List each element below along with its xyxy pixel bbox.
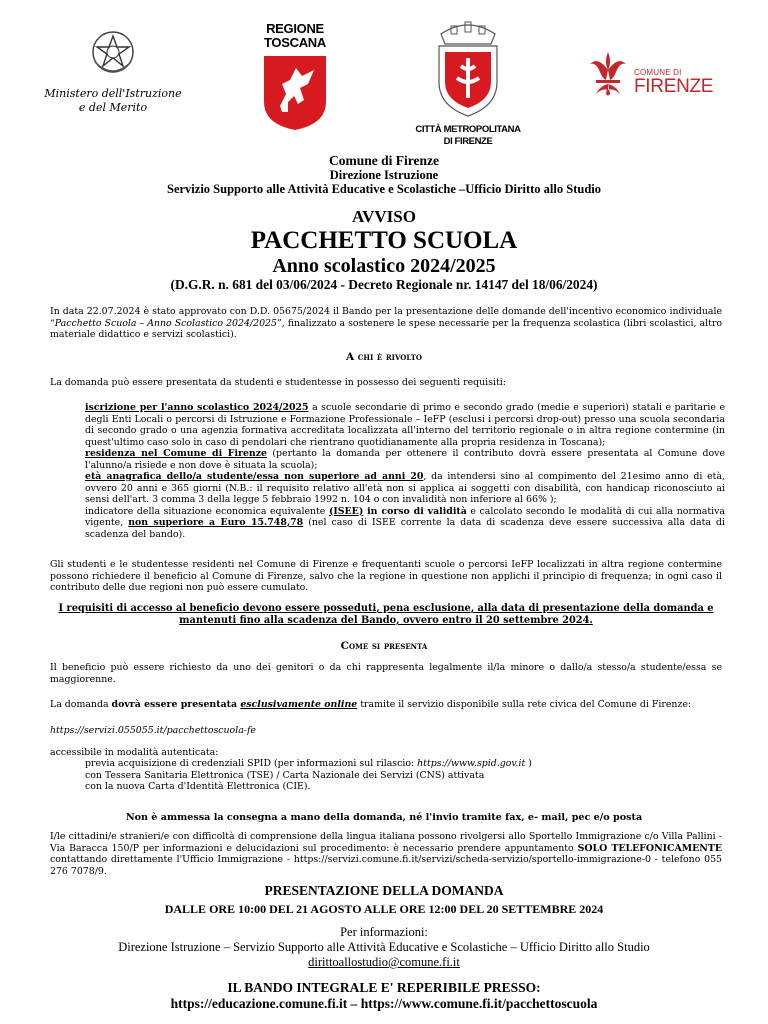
requisito-isee: [85, 506, 725, 541]
page-title: PACCHETTO SCUOLA: [250, 227, 518, 254]
pegasus-shield-icon: [262, 54, 328, 132]
requisiti-deadline-note: I requisiti di accesso al beneficio devono essere posseduti, pena esclusione, alla data di presentazione della domanda e mantenuti fino alla scadenza del Bando, ovvero entro il 20 settembre 2024.: [58, 603, 714, 626]
chi-puo-richiedere: Il beneficio può essere richiesto da uno dei genitori o da chi rappresenta legalmente il/la minore o dallo/a stesso/a studente/essa se maggiorenne.: [50, 662, 722, 685]
header-line1: Comune di Firenze: [329, 153, 439, 168]
auth-spid-end: ): [525, 758, 532, 769]
intro-paragraph: [50, 306, 722, 341]
issuer-header: [0, 153, 768, 196]
online-b: dovrà essere presentata: [111, 699, 241, 710]
online-paragraph: [50, 699, 722, 711]
section-come-si-presenta: Come si presenta: [340, 640, 428, 652]
req-isee-c: e calcolato secondo le modalità di cui alla normativa vigente,: [85, 505, 725, 528]
intro-text-a: In data 22.07.2024 è stato approvato con D.D. 05675/2024 il Bando per la presentazione delle domande dell'incentivo economico individuale “: [50, 306, 722, 329]
header-line3: Servizio Supporto alle Attività Educative e Scolastiche –Ufficio Diritto allo Studio: [167, 182, 601, 196]
ministero-text: [38, 87, 188, 115]
requisiti-intro: La domanda può essere presentata da studenti e studentesse in possesso dei seguenti requisiti:: [50, 377, 506, 388]
info-email-link[interactable]: dirittoallostudio@comune.fi.it: [308, 955, 460, 969]
presentazione-title: PRESENTAZIONE DELLA DOMANDA: [264, 883, 504, 898]
giglio-icon: [586, 50, 630, 98]
regione-toscana-logo: [254, 22, 336, 137]
auth-intro: accessibile in modalità autenticata:: [50, 747, 219, 758]
info-office: Direzione Istruzione – Servizio Supporto alle Attività Educative e Scolastiche – Ufficio Diritto allo Studio: [118, 940, 650, 954]
firenze-text: FIRENZE: [634, 76, 714, 97]
auth-spid-text: previa acquisizione di credenziali SPID (per informazioni sul rilascio:: [85, 758, 418, 769]
italian-emblem-icon: [89, 28, 137, 78]
requisito-eta: [85, 471, 725, 506]
logo-bar: [0, 0, 768, 150]
req-eta-text: , da intendersi sino al compimento del 21esimo anno di età, ovvero 20 anni e 365 giorni (N.B.: il requisito relativo all'età non si applica ai soggetti con disabilità, con handicap riconosciuto ai sensi dell'art. 3 comma 3 della legge 5 febbraio 1992 n. 104 o con invalidità non inferiore al 66% );: [85, 471, 725, 505]
online-d: tramite il servizio disponibile sulla rete civica del Comune di Firenze:: [357, 699, 692, 710]
stranieri-c: contattando direttamente l'Ufficio Immigrazione - https://servizi.comune.fi.it/servizi/scheda-servizio/sportello-immigrazione-0 - telefono 055 276 7078/9.: [50, 854, 722, 877]
no-hand-delivery-note: Non è ammessa la consegna a mano della domanda, né l'invio tramite fax, e- mail, pec e/o posta: [125, 812, 643, 823]
section-a-chi-e-rivolto: A chi è rivolto: [345, 351, 423, 363]
intro-italic: Pacchetto Scuola – Anno Scolastico 2024/2025: [54, 317, 277, 329]
ministero-line1: Ministero dell'Istruzione: [44, 87, 182, 100]
bando-links[interactable]: https://educazione.comune.fi.it – https://www.comune.fi.it/pacchettoscuola: [170, 996, 598, 1011]
intro-text-b: ”, finalizzato a sostenere le spese necessarie per la frequenza scolastica (libri scolastici, altro materiale didattico e servizi scolastici).: [50, 317, 722, 340]
req-iscrizione-text: a scuole secondarie di primo e secondo grado (medie e superiori) statali e paritarie e degli Enti Locali o percorsi di Istruzione e Formazione Professionale – IeFP (esclusi i percorsi drop-out) presso una scuola secondaria di secondo grado o una agenzia formativa accreditata localizzata all'interno del territorio regionale o in altra regione contermine (in quest'ultimo caso solo in caso di pendolari che rientrano quotidianamente alla propria residenza in Toscana);: [85, 402, 725, 448]
toscana-line1: REGIONE: [266, 21, 324, 36]
requisiti-list: [85, 402, 725, 540]
bando-title: IL BANDO INTEGRALE E' REPERIBILE PRESSO:: [227, 980, 541, 995]
metro-line2: DI FIRENZE: [443, 136, 493, 147]
auth-tse-cns: con Tessera Sanitaria Elettronica (TSE) / Carta Nazionale dei Servizi (CNS) attivata: [85, 769, 485, 781]
auth-methods-list: [85, 758, 725, 793]
requisito-residenza: [85, 448, 725, 471]
spid-url-link[interactable]: https://www.spid.gov.it: [417, 758, 526, 769]
auth-spid: [85, 758, 725, 770]
req-isee-a: indicatore della situazione economica equivalente: [85, 505, 329, 517]
header-line2: Direzione Istruzione: [329, 168, 439, 182]
stranieri-solo-telefono: SOLO TELEFONICAMENTE: [577, 842, 723, 854]
toscana-line2: TOSCANA: [264, 35, 326, 50]
metro-line1: CITTÀ METROPOLITANA: [415, 124, 521, 135]
info-block: [0, 925, 768, 970]
req-isee-validita: in corso di validità: [363, 505, 467, 517]
citta-metropolitana-logo: [408, 20, 528, 147]
requisito-iscrizione: [85, 402, 725, 448]
req-eta-bold: età anagrafica dello/a studente/essa non superiore ad anni 20: [85, 471, 424, 482]
avviso-title: AVVISO: [352, 207, 416, 226]
req-isee-d: (nel caso di ISEE corrente la data di scadenza deve essere successiva alla data di scadenza del bando).: [85, 517, 725, 540]
req-isee-soglia: non superiore a Euro 15.748,78: [128, 517, 304, 528]
ministero-logo: [38, 28, 188, 115]
auth-cie: con la nuova Carta d'Identità Elettronica (CIE).: [85, 781, 311, 792]
online-a: La domanda: [50, 699, 112, 710]
comune-firenze-logo: [586, 50, 726, 103]
servizio-url-link[interactable]: https://servizi.055055.it/pacchettoscuola-fe: [50, 725, 256, 736]
ministero-line2: e del Merito: [78, 101, 148, 114]
stranieri-a: I/le cittadini/e stranieri/e con difficoltà di comprensione della lingua italiana possono rivolgersi allo Sportello Immigrazione c/o Villa Pallini - Via Baracca 150/P per informazioni e delucidazioni sul procedimento: è necessario prendere appuntamento: [50, 831, 722, 854]
req-isee-label: (ISEE): [328, 505, 364, 517]
metro-crest-icon: [431, 20, 505, 118]
contermine-paragraph: Gli studenti e le studentesse residenti nel Comune di Firenze e frequentanti scuole o percorsi IeFP localizzati in altra regione contermine possono richiedere il beneficio al Comune di Firenze, salvo che la regione in questione non applichi il principio di frequenza; in ogni caso il contributo delle due regioni non può essere cumulato.: [50, 559, 722, 593]
online-exclusive: esclusivamente online: [240, 699, 358, 710]
stranieri-paragraph: [50, 831, 722, 877]
req-residenza-bold: residenza nel Comune di Firenze: [85, 448, 268, 459]
req-iscrizione-bold: iscrizione per l'anno scolastico 2024/2025: [85, 402, 309, 413]
info-label: Per informazioni:: [340, 925, 428, 939]
school-year: Anno scolastico 2024/2025: [272, 255, 496, 277]
comune-di-text: COMUNE DI: [634, 68, 682, 77]
decree-reference: (D.G.R. n. 681 del 03/06/2024 - Decreto Regionale nr. 14147 del 18/06/2024): [170, 277, 598, 292]
presentazione-dates: DALLE ORE 10:00 DEL 21 AGOSTO ALLE ORE 12:00 DEL 20 SETTEMBRE 2024: [164, 902, 604, 916]
req-residenza-text: (pertanto la domanda per ottenere il contributo dovrà essere presentata al Comune dove l'alunno/a risiede e non dove è situata la scuola);: [85, 448, 725, 471]
